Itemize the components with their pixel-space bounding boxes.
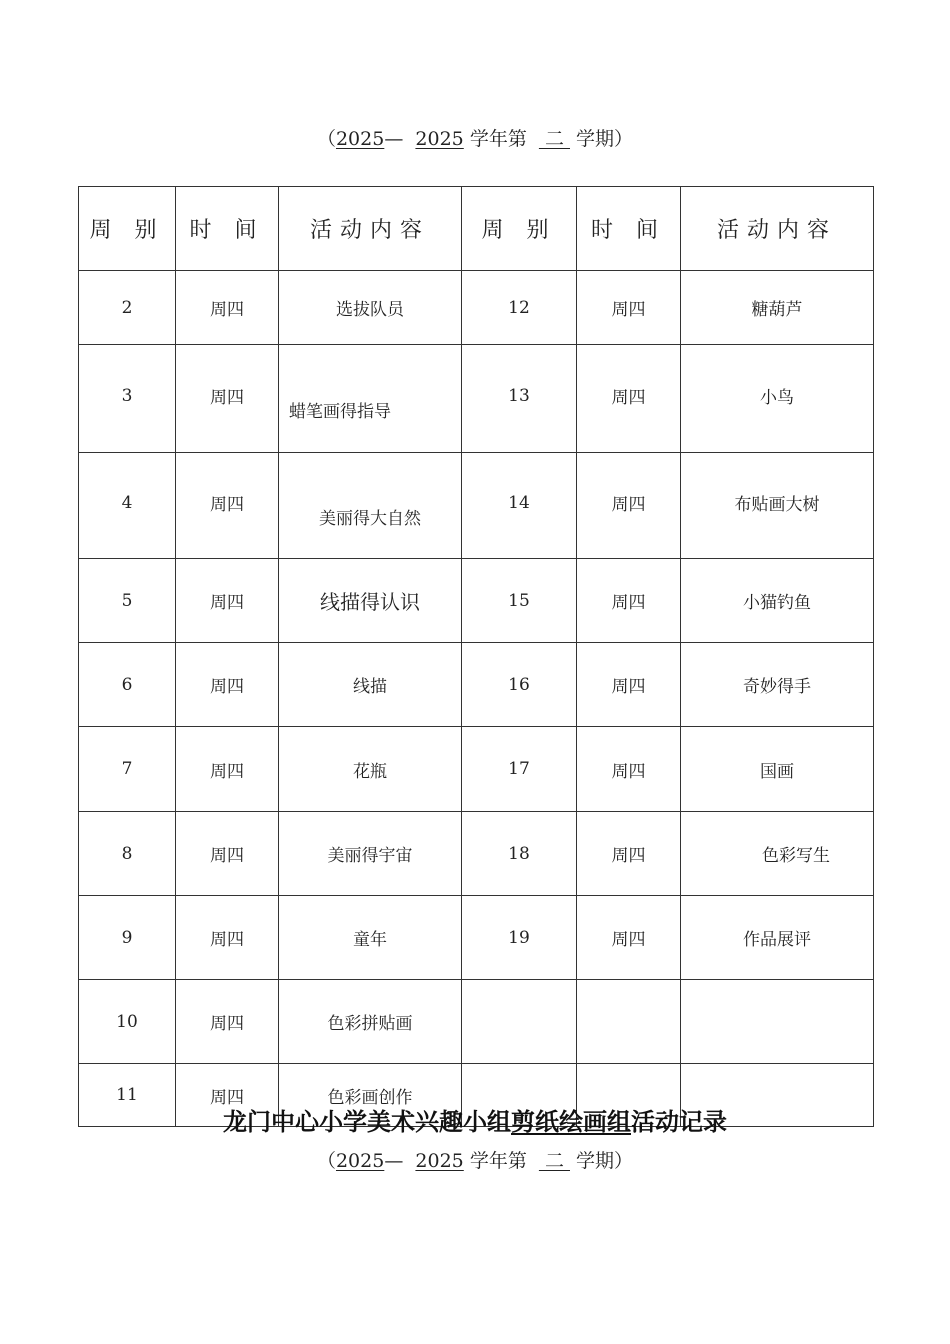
week-cell: 13 (462, 345, 577, 453)
term-number: 二 (538, 1150, 570, 1172)
activity-cell: 蜡笔画得指导 (279, 345, 462, 453)
header-time-b: 时 间 (577, 187, 681, 271)
week-cell: 15 (462, 559, 577, 643)
title-prefix: 龙门中心小学美术兴趣小组 (223, 1108, 511, 1136)
open-paren: （ (316, 128, 336, 150)
year-start: 2025 (335, 128, 385, 150)
header-time-a: 时 间 (176, 187, 279, 271)
week-cell: 11 (79, 1064, 176, 1127)
semester-line-bottom (0, 1146, 950, 1173)
day-cell: 周四 (176, 559, 279, 643)
day-cell: 周四 (577, 812, 681, 896)
activity-cell (681, 980, 874, 1064)
close-paren: 学期） (570, 128, 634, 150)
day-cell: 周四 (577, 345, 681, 453)
week-cell: 12 (462, 271, 577, 345)
week-cell: 5 (79, 559, 176, 643)
activity-cell: 小鸟 (681, 345, 874, 453)
year-end: 2025 (415, 1150, 464, 1172)
open-paren: （ (316, 1150, 336, 1172)
activity-cell: 线描 (279, 643, 462, 727)
title-group-name: 剪纸绘画组 (511, 1108, 631, 1136)
header-row (79, 187, 874, 271)
header-activity-a: 活动内容 (279, 187, 462, 271)
day-cell: 周四 (176, 896, 279, 980)
day-cell: 周四 (176, 812, 279, 896)
day-cell: 周四 (577, 643, 681, 727)
table-row (79, 727, 874, 812)
year-end: 2025 (415, 128, 464, 150)
week-cell: 7 (79, 727, 176, 812)
day-cell: 周四 (176, 727, 279, 812)
week-cell: 10 (79, 980, 176, 1064)
day-cell: 周四 (577, 271, 681, 345)
day-cell: 周四 (577, 727, 681, 812)
activity-cell: 布贴画大树 (681, 453, 874, 559)
day-cell: 周四 (176, 345, 279, 453)
dash: — (384, 128, 416, 150)
activity-schedule-table (78, 186, 874, 1127)
week-cell: 8 (79, 812, 176, 896)
table-row (79, 559, 874, 643)
activity-cell: 色彩画创作 (279, 1064, 462, 1127)
week-cell: 17 (462, 727, 577, 812)
day-cell: 周四 (577, 453, 681, 559)
day-cell: 周四 (176, 643, 279, 727)
activity-cell: 美丽得大自然 (279, 453, 462, 559)
table-row (79, 345, 874, 453)
week-cell: 18 (462, 812, 577, 896)
week-cell (462, 980, 577, 1064)
day-cell: 周四 (176, 453, 279, 559)
day-cell (577, 980, 681, 1064)
day-cell: 周四 (176, 1064, 279, 1127)
week-cell: 14 (462, 453, 577, 559)
day-cell: 周四 (176, 271, 279, 345)
table-row (79, 643, 874, 727)
title-suffix: 活动记录 (631, 1108, 727, 1136)
activity-cell: 美丽得宇宙 (279, 812, 462, 896)
page-title (0, 1102, 950, 1137)
table-row (79, 896, 874, 980)
semester-mid: 学年第 (463, 1150, 539, 1172)
activity-cell: 国画 (681, 727, 874, 812)
table-row (79, 271, 874, 345)
day-cell: 周四 (176, 980, 279, 1064)
table-row (79, 812, 874, 896)
activity-cell: 选拔队员 (279, 271, 462, 345)
header-week-a: 周 别 (79, 187, 176, 271)
activity-cell: 童年 (279, 896, 462, 980)
activity-cell: 奇妙得手 (681, 643, 874, 727)
activity-cell: 糖葫芦 (681, 271, 874, 345)
semester-line-top (0, 124, 950, 151)
header-week-b: 周 别 (462, 187, 577, 271)
year-start: 2025 (335, 1150, 385, 1172)
week-cell: 3 (79, 345, 176, 453)
activity-cell: 作品展评 (681, 896, 874, 980)
day-cell: 周四 (577, 559, 681, 643)
activity-cell: 线描得认识 (279, 559, 462, 643)
day-cell: 周四 (577, 896, 681, 980)
dash: — (384, 1150, 416, 1172)
term-number: 二 (538, 128, 570, 150)
week-cell: 6 (79, 643, 176, 727)
table-row (79, 453, 874, 559)
week-cell: 19 (462, 896, 577, 980)
header-activity-b: 活动内容 (681, 187, 874, 271)
semester-mid: 学年第 (463, 128, 539, 150)
week-cell: 9 (79, 896, 176, 980)
close-paren: 学期） (570, 1150, 634, 1172)
activity-cell: 花瓶 (279, 727, 462, 812)
table-row (79, 980, 874, 1064)
activity-cell: 色彩写生 (681, 812, 874, 896)
activity-cell: 色彩拼贴画 (279, 980, 462, 1064)
activity-cell: 小猫钓鱼 (681, 559, 874, 643)
week-cell: 4 (79, 453, 176, 559)
week-cell: 2 (79, 271, 176, 345)
week-cell: 16 (462, 643, 577, 727)
